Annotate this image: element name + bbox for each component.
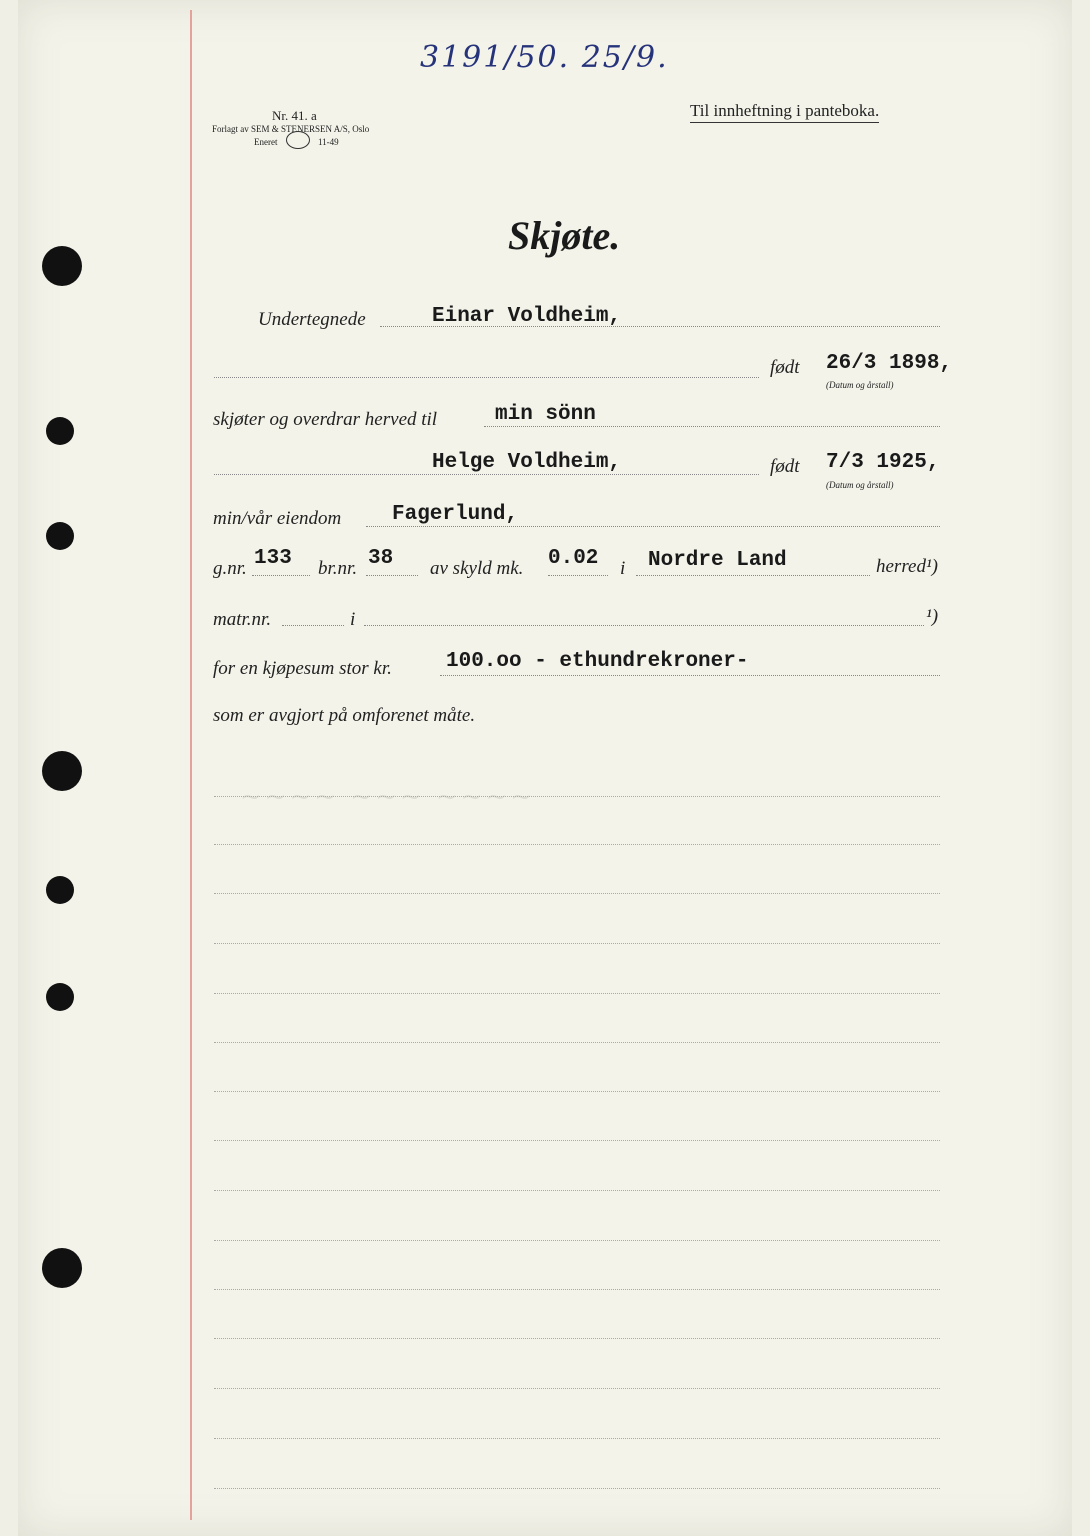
i-label-1: i (620, 558, 626, 579)
document-title: Skjøte. (508, 213, 621, 258)
brnr-label: br.nr. (318, 558, 358, 579)
blank-line (214, 1091, 940, 1092)
punch-hole (46, 876, 74, 904)
blank-line (214, 1190, 940, 1191)
i-label-2: i (350, 609, 356, 630)
gnr-line (252, 575, 310, 576)
blank-line (214, 1289, 940, 1290)
skyld-line (548, 575, 608, 576)
blank-line (214, 1042, 940, 1043)
seller-extra-line (214, 377, 759, 378)
buyer-line (214, 474, 759, 475)
punch-hole (46, 417, 74, 445)
matrnr-line (282, 625, 344, 626)
publisher-eneret: Eneret (254, 137, 278, 147)
publisher-line: Forlagt av SEM & STENERSEN A/S, Oslo (212, 124, 370, 134)
punch-hole (42, 1248, 82, 1288)
matrnr-label: matr.nr. (213, 609, 272, 630)
datum-label-2: (Datum og årstall) (826, 480, 894, 490)
blank-line (214, 1140, 940, 1141)
gnr-label: g.nr. (213, 558, 247, 579)
datum-label-1: (Datum og årstall) (826, 380, 894, 390)
price-line (440, 675, 940, 676)
punch-hole (46, 522, 74, 550)
property-line (366, 526, 940, 527)
footnote-mark: ¹) (926, 606, 939, 627)
bleed-through-signature: ~~~~ ~~~ ~~~~ (240, 782, 536, 812)
form-number: Nr. 41. a (272, 108, 317, 123)
publisher-logo-icon (286, 131, 310, 149)
settled-text: som er avgjort på omforenet måte. (213, 705, 476, 726)
price-value: 100.oo - ethundrekroner- (446, 650, 749, 673)
blank-line (214, 893, 940, 894)
relation: min sönn (495, 403, 596, 426)
property-label: min/vår eiendom (213, 508, 342, 529)
herred-label: herred¹) (876, 556, 938, 577)
municipality-line (636, 575, 870, 576)
municipality: Nordre Land (648, 549, 787, 572)
brnr-line (366, 575, 418, 576)
binding-note: Til innheftning i panteboka. (690, 101, 879, 123)
blank-line (214, 1240, 940, 1241)
seller-birth: 26/3 1898, (826, 352, 953, 375)
matrnr-place-line (364, 625, 924, 626)
margin-rule (190, 10, 192, 1520)
property-name: Fagerlund, (392, 503, 519, 526)
price-label: for en kjøpesum stor kr. (213, 658, 392, 679)
blank-line (214, 844, 940, 845)
blank-line (214, 1438, 940, 1439)
blank-line (214, 1338, 940, 1339)
handwritten-reference: 3191/50. 25/9. (420, 40, 669, 75)
undertegnede-label: Undertegnede (258, 309, 366, 330)
punch-hole (42, 751, 82, 791)
blank-line (214, 796, 940, 797)
blank-line (214, 943, 940, 944)
gnr-value: 133 (254, 547, 292, 570)
transfer-label: skjøter og overdrar herved til (213, 409, 438, 430)
buyer-birth: 7/3 1925, (826, 451, 940, 474)
publisher-date: 11-49 (318, 137, 339, 147)
brnr-value: 38 (368, 547, 394, 570)
relation-line (484, 426, 940, 427)
buyer-name: Helge Voldheim, (432, 451, 622, 474)
blank-line (214, 1488, 940, 1489)
seller-name: Einar Voldheim, (432, 305, 622, 328)
skyld-label: av skyld mk. (430, 558, 524, 579)
fodt-label-2: født (770, 456, 800, 477)
fodt-label-1: født (770, 357, 800, 378)
punch-hole (42, 246, 82, 286)
blank-line (214, 1388, 940, 1389)
skyld-value: 0.02 (548, 547, 599, 570)
punch-hole (46, 983, 74, 1011)
blank-line (214, 993, 940, 994)
